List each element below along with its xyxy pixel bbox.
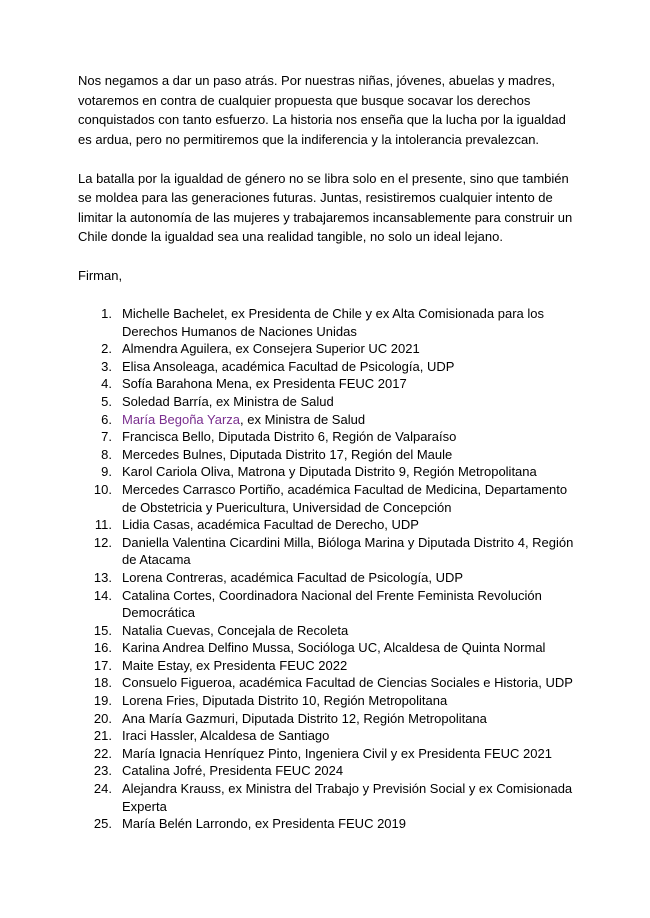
firman-label: Firman, bbox=[78, 268, 123, 283]
signatory-text: Almendra Aguilera, ex Consejera Superior UC 2021 bbox=[122, 341, 420, 357]
signatory-text: Alejandra Krauss, ex Ministra del Trabajo y Previsión Social y ex Comisionada Experta bbox=[122, 781, 573, 814]
signatory-number: 3. bbox=[101, 358, 112, 374]
signatory-text: María Belén Larrondo, ex Presidenta FEUC 2019 bbox=[122, 816, 406, 832]
signatory-item bbox=[78, 358, 578, 376]
signatory-item bbox=[78, 780, 578, 815]
signatory-item bbox=[78, 587, 578, 622]
signatory-text: Michelle Bachelet, ex Presidenta de Chile y ex Alta Comisionada para los Derechos Humanos de Naciones Unidas bbox=[122, 306, 545, 339]
signatory-text: Maite Estay, ex Presidenta FEUC 2022 bbox=[122, 657, 348, 673]
signatory-number: 23. bbox=[93, 763, 112, 779]
signatory-item bbox=[78, 657, 578, 675]
signatory-text: Lorena Fries, Diputada Distrito 10, Región Metropolitana bbox=[122, 693, 448, 709]
signatory-number: 22. bbox=[93, 745, 112, 761]
signatory-text: Ana María Gazmuri, Diputada Distrito 12, Región Metropolitana bbox=[122, 710, 487, 726]
signatory-number: 12. bbox=[93, 534, 112, 550]
signatory-item bbox=[78, 446, 578, 464]
signatory-item bbox=[78, 815, 578, 833]
signatory-number: 24. bbox=[93, 781, 112, 797]
signatory-item bbox=[78, 692, 578, 710]
signatory-number: 14. bbox=[93, 587, 112, 603]
signatory-text: Catalina Cortes, Coordinadora Nacional del Frente Feminista Revolución Democrática bbox=[122, 587, 542, 621]
signatory-item bbox=[78, 375, 578, 393]
signatory-number: 7. bbox=[101, 429, 112, 445]
signatory-text: Elisa Ansoleaga, académica Facultad de Psicología, UDP bbox=[122, 358, 455, 374]
signatory-text: Natalia Cuevas, Concejala de Recoleta bbox=[122, 622, 349, 638]
signatory-item bbox=[78, 411, 578, 429]
signatory-item bbox=[78, 428, 578, 446]
signatory-text: Daniella Valentina Cicardini Milla, Bióloga Marina y Diputada Distrito 4, Región de Atacama bbox=[122, 534, 574, 568]
signatory-number: 10. bbox=[93, 481, 112, 497]
signatory-text: Karina Andrea Delfino Mussa, Socióloga UC, Alcaldesa de Quinta Normal bbox=[122, 640, 546, 656]
signatory-item bbox=[78, 516, 578, 534]
signatory-item bbox=[78, 622, 578, 640]
signatory-number: 9. bbox=[101, 464, 112, 480]
signatory-text: Soledad Barría, ex Ministra de Salud bbox=[122, 393, 334, 409]
signatory-item bbox=[78, 393, 578, 411]
signatory-text: Sofía Barahona Mena, ex Presidenta FEUC 2017 bbox=[122, 376, 407, 392]
signatory-text: Karol Cariola Oliva, Matrona y Diputada Distrito 9, Región Metropolitana bbox=[122, 464, 537, 480]
signatory-text: Lidia Casas, académica Facultad de Derecho, UDP bbox=[122, 517, 419, 533]
signatory-item bbox=[78, 674, 578, 692]
signatories-list bbox=[78, 305, 578, 833]
signatory-number: 16. bbox=[93, 640, 112, 656]
signatory-number: 15. bbox=[93, 622, 112, 638]
signatory-text: Lorena Contreras, académica Facultad de Psicología, UDP bbox=[122, 569, 464, 585]
signatory-item bbox=[78, 762, 578, 780]
signatory-number: 4. bbox=[101, 376, 112, 392]
signatory-text: Mercedes Carrasco Portiño, académica Facultad de Medicina, Departamento de Obstetricia y Puericultura, Universidad de Concepción bbox=[122, 481, 568, 515]
signatory-item bbox=[78, 481, 578, 516]
signatory-number: 5. bbox=[101, 393, 112, 409]
signatory-item bbox=[78, 305, 578, 340]
paragraph-no-step-back: Nos negamos a dar un paso atrás. Por nuestras niñas, jóvenes, abuelas y madres, votaremos en contra de cualquier propuesta que busque socavar los derechos conquistados con tanto esfuerzo. La historia nos enseña que la lucha por la igualdad es ardua, pero no permitiremos que la indiferencia y la intolerancia prevalezcan. bbox=[78, 73, 566, 147]
signatory-text: Catalina Jofré, Presidenta FEUC 2024 bbox=[122, 763, 344, 779]
signatory-item bbox=[78, 745, 578, 763]
signatory-number: 2. bbox=[101, 341, 112, 357]
signatory-item bbox=[78, 569, 578, 587]
highlighted-name: María Begoña Yarza bbox=[122, 411, 241, 427]
signatory-text: María Begoña Yarza, ex Ministra de Salud bbox=[122, 411, 366, 427]
signatory-number: 19. bbox=[93, 693, 112, 709]
signatory-item bbox=[78, 727, 578, 745]
signatory-number: 21. bbox=[93, 728, 112, 744]
paragraph-gender-equality-battle: La batalla por la igualdad de género no se libra solo en el presente, sino que también se moldea para las generaciones futuras. Juntas, resistiremos cualquier intento de limitar la autonomía de las mujeres y trabajaremos incansablemente para construir un Chile donde la igualdad sea una realidad tangible, no solo un ideal lejano. bbox=[78, 170, 573, 244]
signatory-number: 13. bbox=[93, 569, 112, 585]
signatory-item bbox=[78, 710, 578, 728]
signatory-number: 17. bbox=[93, 657, 112, 673]
signatory-text: Iraci Hassler, Alcaldesa de Santiago bbox=[122, 728, 330, 744]
signatory-number: 1. bbox=[101, 306, 112, 321]
signatory-text: Consuelo Figueroa, académica Facultad de Ciencias Sociales e Historia, UDP bbox=[122, 675, 573, 691]
signatory-item bbox=[78, 340, 578, 358]
signatory-item bbox=[78, 639, 578, 657]
signatory-number: 18. bbox=[93, 675, 112, 691]
signatory-text: Mercedes Bulnes, Diputada Distrito 17, Región del Maule bbox=[122, 446, 453, 462]
signatory-text: Francisca Bello, Diputada Distrito 6, Región de Valparaíso bbox=[122, 429, 457, 445]
signatory-number: 11. bbox=[94, 517, 112, 533]
signatory-number: 8. bbox=[101, 446, 112, 462]
signatory-item bbox=[78, 463, 578, 481]
signatory-text: María Ignacia Henríquez Pinto, Ingeniera Civil y ex Presidenta FEUC 2021 bbox=[122, 745, 552, 761]
signatory-number: 25. bbox=[93, 816, 112, 832]
signatory-number: 20. bbox=[93, 710, 112, 726]
signatory-number: 6. bbox=[101, 411, 112, 427]
signatory-item bbox=[78, 534, 578, 569]
